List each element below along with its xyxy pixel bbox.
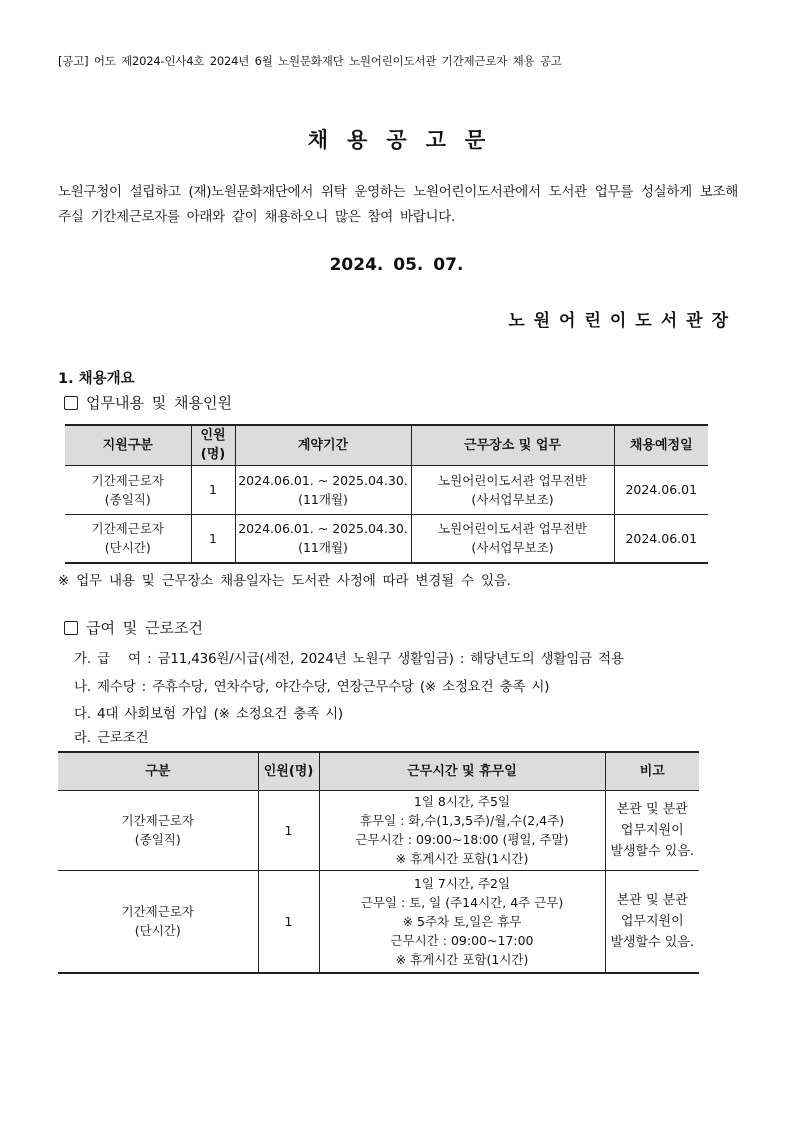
working-conditions-table (58, 751, 699, 974)
header-type: 지원구분 (65, 425, 191, 465)
document-reference: [공고] 어도 제2024-인사4호 2024년 6월 노원문화재단 노원어린이도서관 기간제근로자 채용 공고 (58, 54, 562, 68)
checkbox-square-icon (64, 396, 78, 410)
cell-type: 기간제근로자 (종일직) (58, 790, 258, 870)
subsection-pay-and-conditions (64, 617, 203, 638)
table-row (65, 514, 708, 563)
cell-type: 기간제근로자 (단시간) (65, 514, 191, 563)
condition-item-allowances: 나. 제수당 : 주휴수당, 연차수당, 야간수당, 연장근무수당 (※ 소정요건 충족 시) (74, 679, 550, 695)
cell-remark: 본관 및 분관 업무지원이 발생할수 있음. (605, 790, 699, 870)
change-notice: ※ 업무 내용 및 근무장소 채용일자는 도서관 사정에 따라 변경될 수 있음. (58, 573, 511, 589)
header-start-date: 채용예정일 (614, 425, 708, 465)
cell-count: 1 (191, 514, 235, 563)
recruitment-table (65, 424, 708, 564)
table-header-row (58, 752, 699, 790)
subsection-job-and-headcount (64, 392, 232, 413)
cell-count: 1 (258, 870, 319, 973)
cell-start-date: 2024.06.01 (614, 465, 708, 514)
table-header-row (65, 425, 708, 465)
table-row (58, 790, 699, 870)
cell-remark: 본관 및 분관 업무지원이 발생할수 있음. (605, 870, 699, 973)
subsection-title: 업무내용 및 채용인원 (86, 394, 232, 412)
cell-type: 기간제근로자 (단시간) (58, 870, 258, 973)
intro-paragraph: 노원구청이 설립하고 (재)노원문화재단에서 위탁 운영하는 노원어린이도서관에서 도서관 업무를 성실하게 보조해주실 기간제근로자를 아래와 같이 채용하오니 많은 참여 바랍니다. (58, 184, 738, 225)
cell-count: 1 (258, 790, 319, 870)
subsection-title: 급여 및 근로조건 (86, 619, 203, 637)
announcement-date: 2024. 05. 07. (329, 255, 464, 275)
header-type: 구분 (58, 752, 258, 790)
cell-place: 노원어린이도서관 업무전반 (사서업무보조) (411, 465, 614, 514)
table-row (58, 870, 699, 973)
header-place: 근무장소 및 업무 (411, 425, 614, 465)
signer: 노원어린이도서관장 (508, 311, 737, 331)
cell-hours: 1일 7시간, 주2일 근무일 : 토, 일 (주14시간, 4주 근무) ※ 5주차 토,일은 휴무 근무시간 : 09:00~17:00 ※ 휴게시간 포함(1시간) (319, 870, 605, 973)
checkbox-square-icon (64, 621, 78, 635)
header-count: 인원(명) (258, 752, 319, 790)
cell-start-date: 2024.06.01 (614, 514, 708, 563)
cell-period: 2024.06.01. ~ 2025.04.30. (11개월) (235, 465, 411, 514)
condition-item-working-conditions: 라. 근로조건 (74, 730, 149, 746)
cell-period: 2024.06.01. ~ 2025.04.30. (11개월) (235, 514, 411, 563)
cell-place: 노원어린이도서관 업무전반 (사서업무보조) (411, 514, 614, 563)
page-title: 채용공고문 (307, 128, 505, 152)
table-row (65, 465, 708, 514)
cell-type: 기간제근로자 (종일직) (65, 465, 191, 514)
cell-count: 1 (191, 465, 235, 514)
header-hours: 근무시간 및 휴무일 (319, 752, 605, 790)
header-count: 인원 (명) (191, 425, 235, 465)
condition-item-pay: 가. 급 여 : 금11,436원/시급(세전, 2024년 노원구 생활임금) : 해당년도의 생활임금 적용 (74, 651, 624, 667)
condition-item-insurance: 다. 4대 사회보험 가입 (※ 소정요건 충족 시) (74, 706, 343, 722)
cell-hours: 1일 8시간, 주5일 휴무일 : 화,수(1,3,5주)/월,수(2,4주) 근무시간 : 09:00~18:00 (평일, 주말) ※ 휴게시간 포함(1시간) (319, 790, 605, 870)
header-remark: 비고 (605, 752, 699, 790)
section-title-recruitment-overview: 1. 채용개요 (58, 371, 135, 387)
header-period: 계약기간 (235, 425, 411, 465)
